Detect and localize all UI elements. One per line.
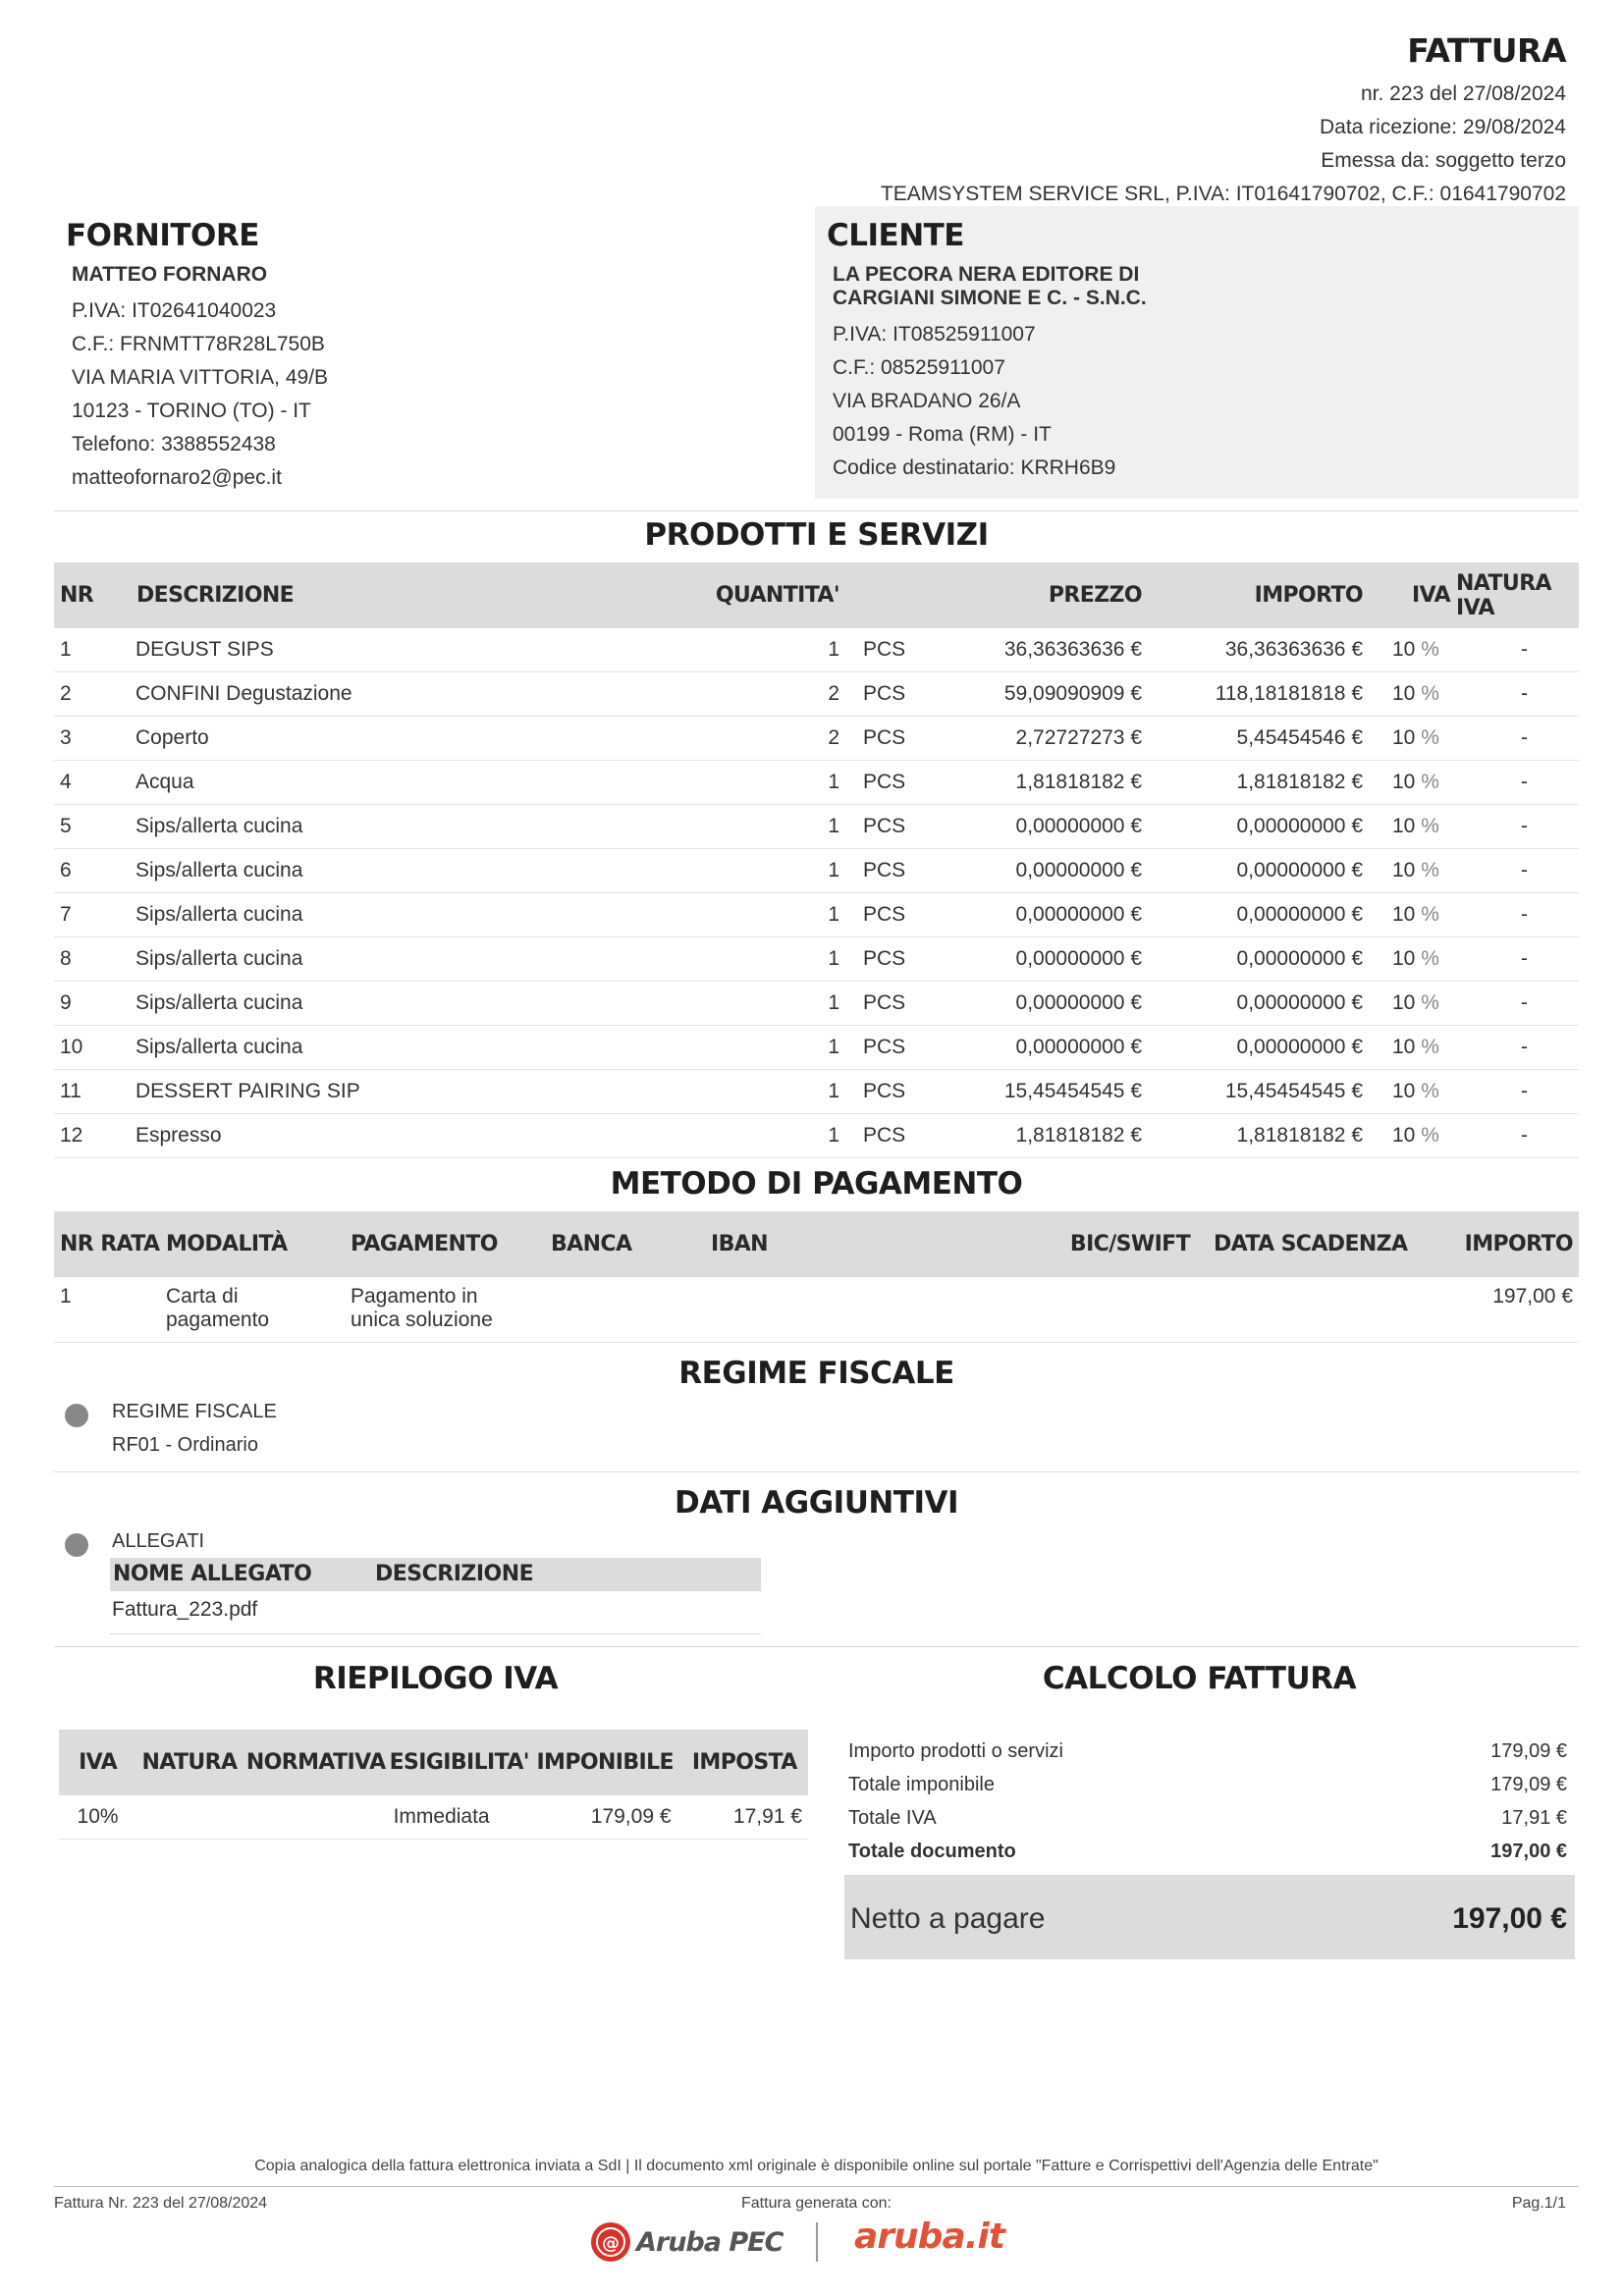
client-title: CLIENTE [827, 218, 964, 253]
tax-regime-value: RF01 - Ordinario [112, 1434, 258, 1456]
row-description: Sips/allerta cucina [131, 937, 553, 982]
document-total-line [848, 1835, 1567, 1868]
svg-text:@: @ [602, 2233, 620, 2254]
row-amount: 5,45454546 € [1147, 717, 1368, 761]
row-nr: 8 [54, 937, 131, 982]
row-vat [1368, 805, 1456, 849]
table-row [54, 982, 1579, 1026]
col-vat-rate: IVA [59, 1730, 136, 1795]
row-nr: 3 [54, 717, 131, 761]
products-table [54, 562, 1579, 1158]
row-vat-nature: - [1456, 1026, 1579, 1070]
row-nr: 1 [54, 628, 131, 672]
row-quantity: 1 [553, 1070, 847, 1114]
col-rule: NORMATIVA [243, 1730, 390, 1795]
row-vat [1368, 761, 1456, 805]
row-unit: PCS [847, 761, 926, 805]
totals-value: 179,09 € [1490, 1740, 1567, 1762]
row-vat-percent: % [1421, 991, 1439, 1014]
row-unit: PCS [847, 672, 926, 717]
table-row [54, 717, 1579, 761]
row-vat-value: 10 [1392, 1036, 1416, 1058]
row-description: Sips/allerta cucina [131, 849, 553, 893]
row-amount: 0,00000000 € [1147, 1026, 1368, 1070]
table-row [54, 1026, 1579, 1070]
payment-mode-line1: Carta di [166, 1285, 239, 1308]
client-fiscal-code: C.F.: 08525911007 [833, 356, 1005, 379]
supplier-address: VIA MARIA VITTORIA, 49/B [72, 366, 329, 389]
row-vat-value: 10 [1392, 1124, 1416, 1147]
totals-line [848, 1801, 1567, 1835]
products-title: PRODOTTI E SERVIZI [644, 517, 989, 553]
products-header-row [54, 562, 1579, 628]
table-row [54, 893, 1579, 937]
row-vat-percent: % [1421, 682, 1439, 705]
row-unit: PCS [847, 1070, 926, 1114]
row-price: 0,00000000 € [926, 937, 1147, 982]
row-vat-percent: % [1421, 726, 1439, 749]
row-description: CONFINI Degustazione [131, 672, 553, 717]
client-address: VIA BRADANO 26/A [833, 390, 1021, 412]
row-unit: PCS [847, 937, 926, 982]
client-name-line2: CARGIANI SIMONE E C. - S.N.C. [833, 287, 1147, 309]
row-vat-percent: % [1421, 1080, 1439, 1102]
footer-disclaimer: Copia analogica della fattura elettronica inviata a SdI | Il documento xml originale è disponibile online sul portale "Fatture e Corrispettivi dell'Agenzia delle Entrate" [254, 2158, 1379, 2174]
vat-tax: 17,91 € [681, 1795, 808, 1840]
vat-summary-row [59, 1795, 808, 1840]
row-nr: 2 [54, 672, 131, 717]
supplier-fiscal-code: C.F.: FRNMTT78R28L750B [72, 333, 325, 355]
row-vat-nature: - [1456, 1070, 1579, 1114]
row-amount: 0,00000000 € [1147, 937, 1368, 982]
intermediary: TEAMSYSTEM SERVICE SRL, P.IVA: IT01641790702, C.F.: 01641790702 [880, 183, 1566, 205]
row-vat-nature: - [1456, 761, 1579, 805]
row-quantity: 1 [553, 893, 847, 937]
row-vat-nature: - [1456, 849, 1579, 893]
row-nr: 10 [54, 1026, 131, 1070]
payment-due-date [1196, 1277, 1432, 1343]
totals-block [848, 1735, 1567, 1868]
row-vat [1368, 849, 1456, 893]
row-quantity: 1 [553, 1114, 847, 1158]
bullet-icon [65, 1533, 88, 1557]
attachments-label: ALLEGATI [112, 1530, 205, 1552]
col-taxable: IMPONIBILE [529, 1730, 681, 1795]
row-nr: 4 [54, 761, 131, 805]
row-quantity: 1 [553, 1026, 847, 1070]
row-price: 1,81818182 € [926, 1114, 1147, 1158]
col-vat: IVA [1368, 562, 1456, 628]
supplier-phone: Telefono: 3388552438 [72, 433, 276, 455]
totals-line [848, 1735, 1567, 1768]
payment-amount: 197,00 € [1432, 1277, 1579, 1343]
vat-chargeability: Immediata [390, 1795, 529, 1840]
col-amount: IMPORTO [1147, 562, 1368, 628]
row-vat-percent: % [1421, 859, 1439, 881]
payment-row [54, 1277, 1579, 1343]
payment-iban [711, 1277, 1060, 1343]
row-amount: 0,00000000 € [1147, 805, 1368, 849]
payment-mode [166, 1277, 351, 1343]
divider [110, 1633, 761, 1634]
vat-nature [136, 1795, 243, 1840]
supplier-vat: P.IVA: IT02641040023 [72, 299, 277, 322]
row-vat-nature: - [1456, 672, 1579, 717]
net-to-pay-label: Netto a pagare [850, 1902, 1046, 1935]
vat-summary-header-row [59, 1730, 808, 1795]
row-vat-nature: - [1456, 628, 1579, 672]
row-price: 0,00000000 € [926, 893, 1147, 937]
row-amount: 1,81818182 € [1147, 761, 1368, 805]
row-description: Sips/allerta cucina [131, 1026, 553, 1070]
row-description: Sips/allerta cucina [131, 805, 553, 849]
totals-label: Totale imponibile [848, 1774, 995, 1795]
aruba-it-logo: aruba.it [854, 2216, 1004, 2257]
table-row [54, 628, 1579, 672]
client-vat: P.IVA: IT08525911007 [833, 323, 1036, 346]
row-nr: 6 [54, 849, 131, 893]
row-description: DEGUST SIPS [131, 628, 553, 672]
totals-line [848, 1768, 1567, 1801]
received-date: Data ricezione: 29/08/2024 [1319, 116, 1566, 138]
row-vat-percent: % [1421, 815, 1439, 837]
net-to-pay-box [844, 1875, 1575, 1959]
totals-value: 179,09 € [1490, 1774, 1567, 1795]
client-recipient-code: Codice destinatario: KRRH6B9 [833, 456, 1116, 479]
bullet-icon [65, 1404, 88, 1427]
tax-regime-title: REGIME FISCALE [678, 1356, 954, 1391]
payment-bank [551, 1277, 711, 1343]
client-block [815, 206, 1579, 499]
row-unit: PCS [847, 849, 926, 893]
row-nr: 5 [54, 805, 131, 849]
row-vat-nature: - [1456, 1114, 1579, 1158]
footer-page: Pag.1/1 [1511, 2195, 1566, 2212]
payment-table [54, 1211, 1579, 1343]
vat-summary-title: RIEPILOGO IVA [312, 1661, 559, 1696]
row-unit: PCS [847, 717, 926, 761]
col-iban: IBAN [711, 1211, 1060, 1277]
supplier-city: 10123 - TORINO (TO) - IT [72, 400, 311, 422]
row-vat [1368, 628, 1456, 672]
supplier-name: MATTEO FORNARO [72, 263, 268, 286]
net-to-pay-value: 197,00 € [1452, 1902, 1567, 1935]
row-description: Sips/allerta cucina [131, 982, 553, 1026]
row-vat [1368, 1026, 1456, 1070]
col-nr: NR [54, 562, 131, 628]
row-amount: 0,00000000 € [1147, 982, 1368, 1026]
row-vat-value: 10 [1392, 638, 1416, 661]
row-vat-nature: - [1456, 717, 1579, 761]
col-attachment-description: DESCRIZIONE [375, 1562, 534, 1586]
document-total-value: 197,00 € [1490, 1841, 1567, 1862]
attachment-file[interactable]: Fattura_223.pdf [112, 1598, 258, 1621]
row-vat-value: 10 [1392, 726, 1416, 749]
col-due-date: DATA SCADENZA [1196, 1211, 1432, 1277]
client-city: 00199 - Roma (RM) - IT [833, 423, 1052, 446]
row-price: 36,36363636 € [926, 628, 1147, 672]
totals-value: 17,91 € [1501, 1807, 1567, 1829]
row-quantity: 2 [553, 672, 847, 717]
row-price: 1,81818182 € [926, 761, 1147, 805]
row-description: Sips/allerta cucina [131, 893, 553, 937]
row-vat-percent: % [1421, 771, 1439, 793]
row-nr: 12 [54, 1114, 131, 1158]
supplier-title: FORNITORE [66, 218, 259, 253]
row-price: 0,00000000 € [926, 1026, 1147, 1070]
row-vat-nature: - [1456, 982, 1579, 1026]
row-price: 0,00000000 € [926, 805, 1147, 849]
col-tax: IMPOSTA [681, 1730, 808, 1795]
col-description: DESCRIZIONE [131, 562, 553, 628]
extra-data-title: DATI AGGIUNTIVI [674, 1485, 959, 1521]
table-row [54, 1114, 1579, 1158]
table-row [54, 1070, 1579, 1114]
col-attachment-name: NOME ALLEGATO [113, 1562, 312, 1586]
totals-label: Importo prodotti o servizi [848, 1740, 1063, 1762]
table-row [54, 849, 1579, 893]
payment-bic [1060, 1277, 1196, 1343]
row-quantity: 1 [553, 761, 847, 805]
row-vat-value: 10 [1392, 1080, 1416, 1102]
row-price: 2,72727273 € [926, 717, 1147, 761]
row-vat [1368, 1070, 1456, 1114]
row-quantity: 1 [553, 937, 847, 982]
vat-taxable: 179,09 € [529, 1795, 681, 1840]
col-nature: NATURA [136, 1730, 243, 1795]
row-description: Acqua [131, 761, 553, 805]
row-vat-nature: - [1456, 937, 1579, 982]
document-title: FATTURA [1407, 31, 1566, 70]
payment-mode-line2: pagamento [166, 1308, 270, 1331]
row-amount: 0,00000000 € [1147, 893, 1368, 937]
col-mode: MODALITÀ [166, 1211, 351, 1277]
row-amount: 15,45454545 € [1147, 1070, 1368, 1114]
row-vat-value: 10 [1392, 771, 1416, 793]
row-price: 15,45454545 € [926, 1070, 1147, 1114]
aruba-seal-icon [589, 2220, 632, 2264]
row-price: 0,00000000 € [926, 849, 1147, 893]
row-nr: 9 [54, 982, 131, 1026]
row-quantity: 1 [553, 628, 847, 672]
row-amount: 0,00000000 € [1147, 849, 1368, 893]
totals-title: CALCOLO FATTURA [1042, 1661, 1357, 1696]
row-vat-value: 10 [1392, 991, 1416, 1014]
row-unit: PCS [847, 1026, 926, 1070]
row-vat-value: 10 [1392, 903, 1416, 926]
invoice-number: nr. 223 del 27/08/2024 [1360, 82, 1566, 105]
table-row [54, 937, 1579, 982]
row-vat-nature: - [1456, 805, 1579, 849]
issued-by: Emessa da: soggetto terzo [1321, 149, 1566, 172]
row-vat [1368, 1114, 1456, 1158]
row-nr: 11 [54, 1070, 131, 1114]
row-vat-percent: % [1421, 1036, 1439, 1058]
row-description: Coperto [131, 717, 553, 761]
divider [54, 510, 1579, 511]
row-vat-value: 10 [1392, 947, 1416, 970]
table-row [54, 761, 1579, 805]
row-vat-percent: % [1421, 947, 1439, 970]
row-vat-percent: % [1421, 1124, 1439, 1147]
payment-title: METODO DI PAGAMENTO [610, 1166, 1023, 1201]
row-vat [1368, 893, 1456, 937]
col-price: PREZZO [926, 562, 1147, 628]
client-name-line1: LA PECORA NERA EDITORE DI [833, 263, 1140, 286]
document-total-label: Totale documento [848, 1841, 1016, 1862]
row-unit: PCS [847, 893, 926, 937]
supplier-block [66, 218, 792, 495]
divider [54, 2186, 1579, 2187]
document-header [881, 31, 1566, 211]
row-quantity: 1 [553, 849, 847, 893]
row-unit: PCS [847, 1114, 926, 1158]
divider [54, 1646, 1579, 1647]
row-nr: 7 [54, 893, 131, 937]
col-payment-amount: IMPORTO [1432, 1211, 1579, 1277]
col-bank: BANCA [551, 1211, 711, 1277]
footer-generated-by: Fattura generata con: [741, 2195, 892, 2212]
row-unit: PCS [847, 628, 926, 672]
row-vat-percent: % [1421, 638, 1439, 661]
aruba-pec-text: Aruba PEC [636, 2227, 784, 2258]
col-bic: BIC/SWIFT [1060, 1211, 1196, 1277]
divider [54, 1471, 1579, 1472]
aruba-pec-logo [589, 2220, 815, 2264]
row-vat-value: 10 [1392, 859, 1416, 881]
payment-header-row [54, 1211, 1579, 1277]
logo-divider [816, 2222, 818, 2262]
totals-label: Totale IVA [848, 1807, 937, 1829]
col-chargeability: ESIGIBILITA' [390, 1730, 529, 1795]
row-description: Espresso [131, 1114, 553, 1158]
vat-rule [243, 1795, 390, 1840]
footer-invoice-ref: Fattura Nr. 223 del 27/08/2024 [54, 2195, 268, 2212]
row-vat-nature: - [1456, 893, 1579, 937]
row-vat [1368, 717, 1456, 761]
row-price: 59,09090909 € [926, 672, 1147, 717]
col-unit [847, 562, 926, 628]
row-vat [1368, 937, 1456, 982]
row-vat [1368, 672, 1456, 717]
payment-terms-line2: unica soluzione [351, 1308, 493, 1331]
row-vat-value: 10 [1392, 815, 1416, 837]
col-installment: NR RATA [54, 1211, 166, 1277]
row-amount: 118,18181818 € [1147, 672, 1368, 717]
row-vat-percent: % [1421, 903, 1439, 926]
table-row [54, 672, 1579, 717]
row-amount: 1,81818182 € [1147, 1114, 1368, 1158]
row-vat-value: 10 [1392, 682, 1416, 705]
col-payment: PAGAMENTO [351, 1211, 551, 1277]
row-description: DESSERT PAIRING SIP [131, 1070, 553, 1114]
row-quantity: 2 [553, 717, 847, 761]
payment-terms [351, 1277, 551, 1343]
vat-summary-table [59, 1730, 808, 1840]
tax-regime-label: REGIME FISCALE [112, 1401, 277, 1422]
row-amount: 36,36363636 € [1147, 628, 1368, 672]
row-vat [1368, 982, 1456, 1026]
supplier-email: matteofornaro2@pec.it [72, 466, 282, 489]
attachments-header [110, 1558, 761, 1591]
row-unit: PCS [847, 982, 926, 1026]
col-vat-nature: NATURA IVA [1456, 562, 1579, 628]
payment-nr: 1 [54, 1277, 166, 1343]
payment-terms-line1: Pagamento in [351, 1285, 478, 1308]
row-price: 0,00000000 € [926, 982, 1147, 1026]
table-row [54, 805, 1579, 849]
row-quantity: 1 [553, 805, 847, 849]
row-quantity: 1 [553, 982, 847, 1026]
row-unit: PCS [847, 805, 926, 849]
col-quantity: QUANTITA' [553, 562, 847, 628]
vat-rate: 10% [59, 1795, 136, 1840]
